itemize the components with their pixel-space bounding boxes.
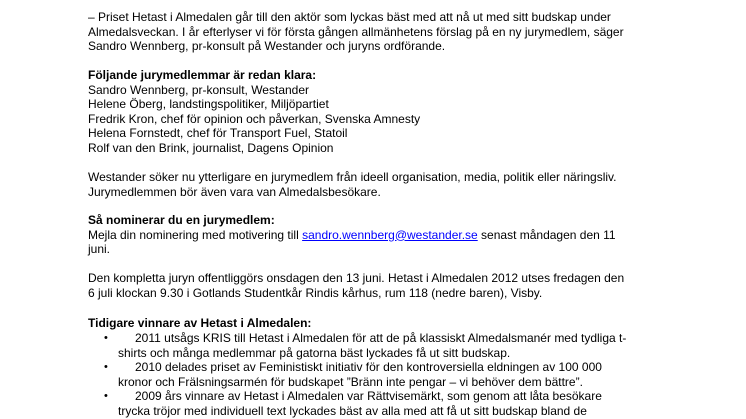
jury-member: Fredrik Kron, chef för opinion och påverkan, Svenska Amnesty	[88, 111, 421, 126]
list-item-line: 2011 utsågs KRIS till Hetast i Almedalen för att de på klassiskt Almedalsmanér med tydliga t-	[135, 331, 627, 345]
intro-paragraph	[88, 10, 688, 54]
announcement-paragraph	[88, 271, 688, 300]
bullet-icon: •	[104, 361, 108, 373]
list-item	[118, 360, 678, 389]
nominate-text: Mejla din nominering med motivering till	[88, 227, 303, 242]
jury-member: Sandro Wennberg, pr-konsult, Westander	[88, 82, 310, 97]
text-line: 6 juli klockan 9.30 i Gotlands Studentkår Rindis kårhus, rum 118 (nedre baren), Visby.	[88, 285, 543, 300]
jury-member: Helene Öberg, landstingspolitiker, Miljöpartiet	[88, 97, 329, 112]
list-item-line: 2009 års vinnare av Hetast i Almedalen var Rättvisemärkt, som genom att låta besökare	[135, 389, 602, 403]
text-line: Westander söker nu ytterligare en jurymedlem från ideell organisation, media, politik eller näringsliv.	[88, 170, 617, 184]
nominate-deadline: senast måndagen den 11	[477, 227, 616, 242]
text-line: juni.	[88, 242, 111, 257]
jury-member: Helena Fornstedt, chef för Transport Fuel, Statoil	[88, 126, 348, 141]
nominate-section	[88, 213, 688, 257]
jury-heading: Följande jurymedlemmar är redan klara:	[88, 68, 317, 82]
list-item-line: trycka tröjor med individuell text lyckades bäst av alla med att få ut sitt budskap bland de	[118, 403, 587, 418]
nominate-line	[88, 228, 688, 243]
nominate-heading: Så nominerar du en jurymedlem:	[88, 213, 275, 227]
bullet-icon: •	[104, 332, 108, 344]
text-line: Jurymedlemmen bör även vara van Almedalsbesökare.	[88, 184, 381, 199]
bullet-icon: •	[104, 390, 108, 402]
text-line: – Priset Hetast i Almedalen går till den aktör som lyckas bäst med att nå ut med sitt budskap under	[88, 10, 611, 24]
winners-heading: Tidigare vinnare av Hetast i Almedalen:	[88, 316, 312, 330]
text-line: Almedalsveckan. I år efterlyser vi för första gången allmänhetens förslag på en ny jurymedlem, säger	[88, 24, 624, 39]
jury-section	[88, 68, 688, 156]
list-item-line: kronor och Frälsningsarmén för budskapet ”Bränn inte pengar – vi behöver dem bättre”.	[118, 374, 583, 389]
text-line: Sandro Wennberg, pr-konsult på Westander och juryns ordförande.	[88, 39, 446, 54]
search-paragraph	[88, 170, 688, 199]
list-item-line: shirts och många medlemmar på gatorna bäst lyckades få ut sitt budskap.	[118, 345, 511, 360]
winners-section	[88, 316, 688, 331]
list-item	[118, 331, 678, 360]
list-item	[118, 389, 678, 418]
list-item-line: 2010 delades priset av Feministiskt initiativ för den kontroversiella eldningen av 100 000	[135, 360, 602, 374]
text-line: Den kompletta juryn offentliggörs onsdagen den 13 juni. Hetast i Almedalen 2012 utses fredagen den	[88, 271, 625, 285]
email-link[interactable]: sandro.wennberg@westander.se	[302, 227, 478, 242]
jury-member: Rolf van den Brink, journalist, Dagens Opinion	[88, 140, 334, 155]
